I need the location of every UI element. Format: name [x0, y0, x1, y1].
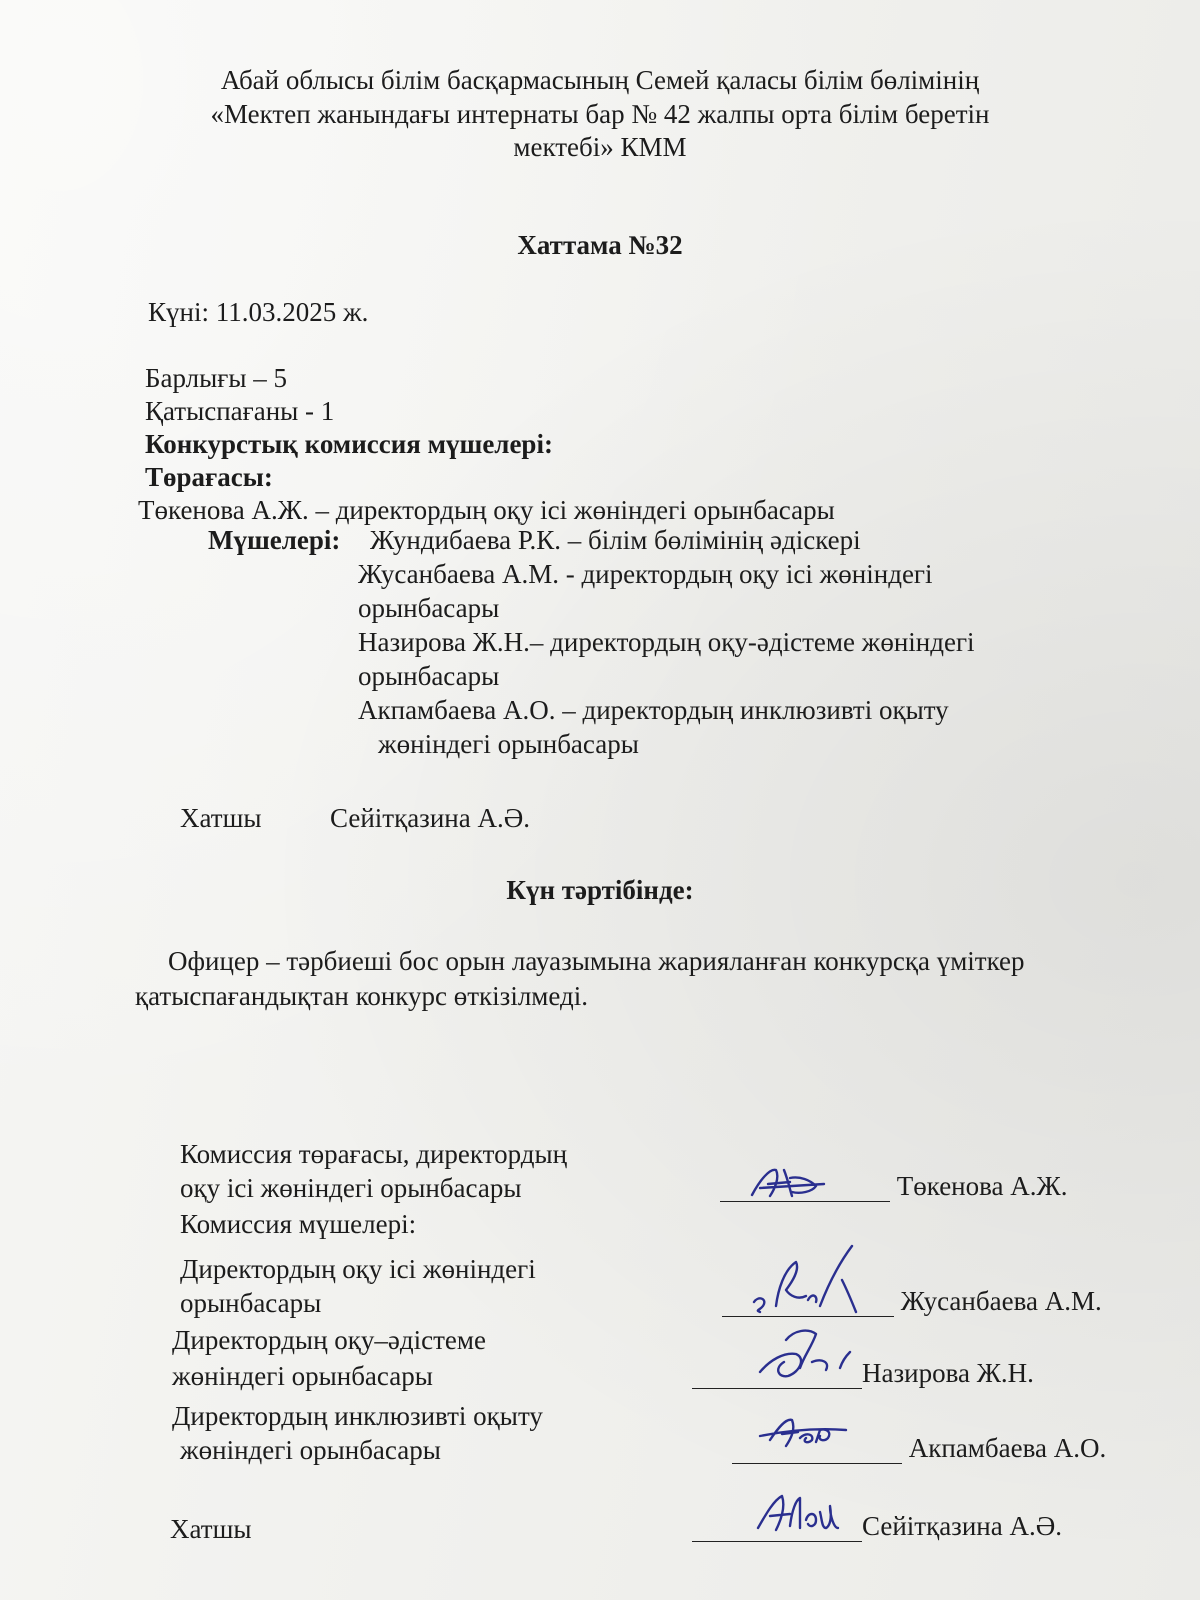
header-line-1: Абай облысы білім басқармасының Семей қаласы білім бөлімінің: [220, 65, 980, 95]
chair-line: Төкенова А.Ж. – директордың оқу ісі жөніндегі орынбасары: [138, 495, 835, 525]
member-line: жөніндегі орынбасары: [378, 729, 639, 759]
attendance-absent: Қатыспағаны - 1: [145, 396, 335, 426]
secretary-name: Сейітқазина А.Ә.: [330, 803, 530, 833]
header-line-2: «Мектеп жанындағы интернаты бар № 42 жалпы орта білім беретін: [210, 99, 990, 129]
signature-secretary: [758, 1496, 838, 1530]
members-label: Мүшелері:: [208, 525, 341, 555]
chair-heading: Төрағасы:: [145, 462, 273, 492]
sig-m2-name: Назирова Ж.Н.: [862, 1358, 1034, 1388]
member-line: орынбасары: [358, 661, 500, 691]
agenda-line-1: Офицер – тәрбиеші бос орын лауазымына жарияланған конкурсқа үміткер: [168, 946, 1025, 976]
sig-chair-name: Төкенова А.Ж.: [896, 1171, 1068, 1201]
agenda-line-2: қатыспағандықтан конкурс өткізілмеді.: [135, 981, 589, 1011]
sig-m1-role-2: орынбасары: [180, 1288, 322, 1318]
sig-m2-role-2: жөніндегі орынбасары: [172, 1361, 433, 1391]
sig-m2-role-1: Директордың оқу–әдістеме: [172, 1325, 486, 1355]
secretary-label: Хатшы: [180, 803, 262, 833]
signature-m1: [754, 1246, 856, 1312]
signature-m3: [760, 1420, 846, 1446]
sig-secretary-name: Сейітқазина А.Ә.: [862, 1511, 1062, 1541]
agenda-heading: Күн тәртібінде:: [506, 875, 694, 905]
attendance-total: Барлығы – 5: [145, 363, 287, 393]
header-line-3: мектебі» КММ: [513, 132, 687, 162]
member-line: орынбасары: [358, 593, 500, 623]
member-line: Акпамбаева А.О. – директордың инклюзивті оқыту: [358, 695, 949, 725]
signature-m2: [760, 1331, 850, 1377]
sig-secretary-label: Хатшы: [170, 1514, 252, 1544]
member-line: Жундибаева Р.К. – білім бөлімінің әдіскері: [370, 525, 861, 555]
commission-heading: Конкурстық комиссия мүшелері:: [145, 429, 553, 459]
sig-chair-role-1: Комиссия төрағасы, директордың: [180, 1139, 568, 1169]
sig-m1-role-1: Директордың оқу ісі жөніндегі: [180, 1254, 536, 1284]
document-date: Күні: 11.03.2025 ж.: [148, 297, 369, 327]
sig-chair-role-2: оқу ісі жөніндегі орынбасары: [180, 1173, 522, 1203]
sig-m3-role-1: Директордың инклюзивті оқыту: [172, 1401, 543, 1431]
sig-m3-role-2: жөніндегі орынбасары: [180, 1435, 441, 1465]
signature-chair: [752, 1170, 824, 1196]
member-line: Жусанбаева А.М. - директордың оқу ісі жөніндегі: [358, 559, 933, 589]
sig-m3-name: Акпамбаева А.О.: [908, 1433, 1107, 1463]
sig-members-label: Комиссия мүшелері:: [180, 1209, 417, 1239]
member-line: Назирова Ж.Н.– директордың оқу-әдістеме жөніндегі: [358, 627, 975, 657]
sig-m1-name: Жусанбаева А.М.: [900, 1286, 1102, 1316]
document-title: Хаттама №32: [517, 230, 683, 260]
